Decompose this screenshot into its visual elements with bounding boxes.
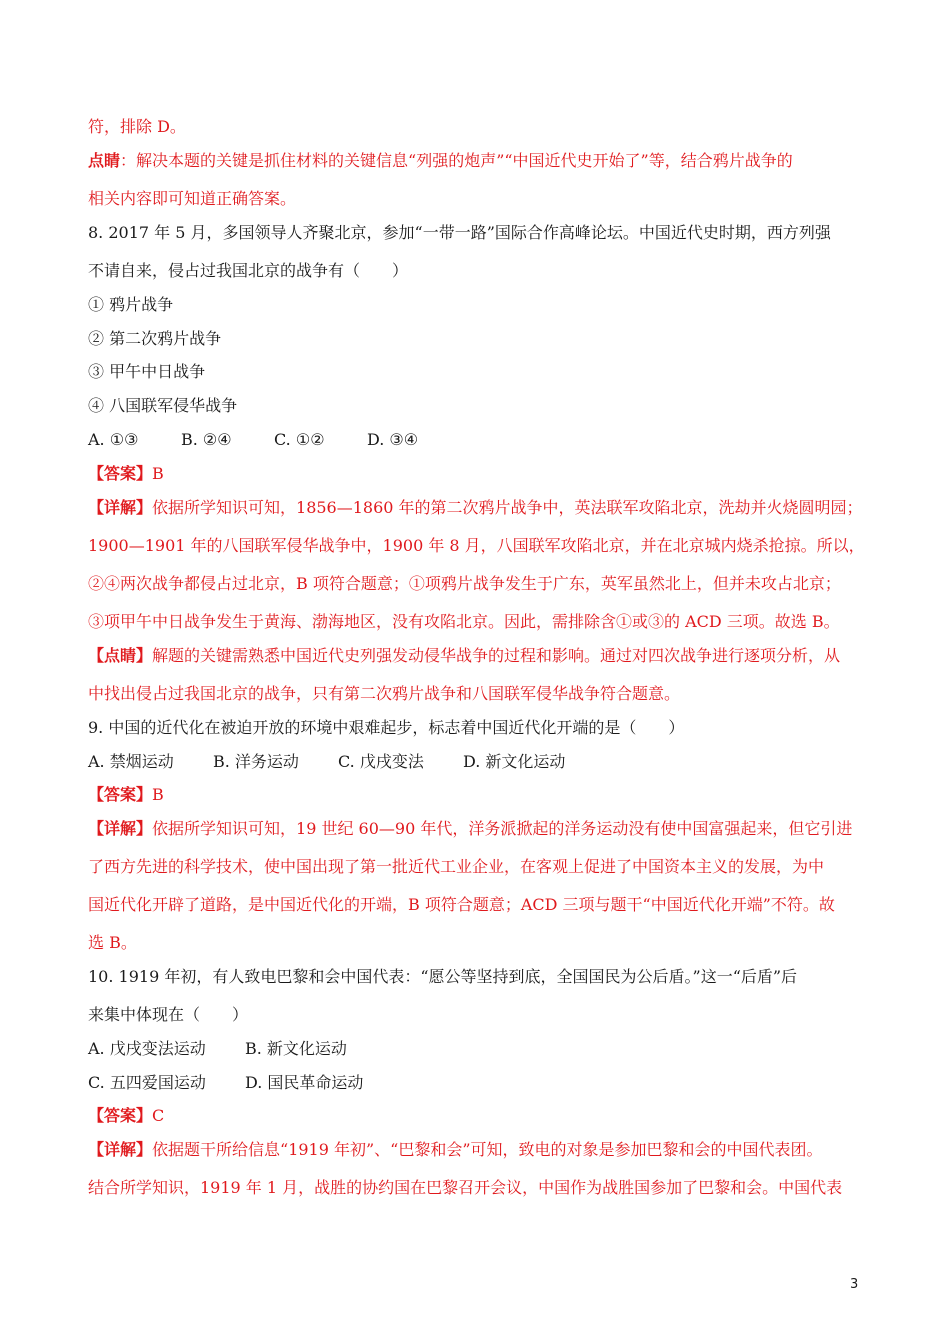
question-8-stem: 8. 2017 年 5 月，多国领导人齐聚北京，参加“一带一路”国际合作高峰论坛。中国近代史时期，西方列强: [88, 223, 831, 242]
question-8-options: [88, 430, 418, 450]
question-8-item-1: ① 鸦片战争: [88, 295, 174, 314]
detail-label: 【详解】: [88, 498, 153, 517]
answer-label: 【答案】: [88, 1106, 153, 1125]
question-9-detail-4: 选 B。: [88, 933, 137, 952]
prev-hint-line-2: 相关内容即可知道正确答案。: [88, 189, 297, 208]
question-10-detail-2: 结合所学知识，1919 年 1 月，战胜的协约国在巴黎召开会议，中国作为战胜国参加了巴黎和会。中国代表: [88, 1178, 843, 1197]
option-c: C. 五四爱国运动: [88, 1073, 206, 1092]
option-a: A. 戊戌变法运动: [88, 1039, 206, 1058]
question-10-options-row-2: [88, 1073, 363, 1093]
question-8-item-3: ③ 甲午中日战争: [88, 362, 206, 381]
option-a: A. ①③: [88, 430, 139, 449]
question-9-detail-3: 国近代化开辟了道路，是中国近代化的开端，B 项符合题意；ACD 三项与题干“中国近代化开端”不符。故: [88, 895, 835, 914]
answer-value: B: [152, 464, 164, 483]
option-b: B. 新文化运动: [245, 1039, 347, 1058]
question-8-item-4: ④ 八国联军侵华战争: [88, 396, 238, 415]
prev-explanation-end: 符，排除 D。: [88, 117, 186, 136]
question-8-item-2: ② 第二次鸦片战争: [88, 329, 222, 348]
answer-value: B: [152, 785, 164, 804]
question-10-detail: 【详解】依据题干所给信息“1919 年初”、“巴黎和会”可知，致电的对象是参加巴黎和会的中国代表团。: [88, 1140, 823, 1159]
question-8-hint: 【点睛】解题的关键需熟悉中国近代史列强发动侵华战争的过程和影响。通过对四次战争进行逐项分析，从: [88, 646, 841, 665]
hint-label: 点睛: [88, 151, 121, 170]
question-10-stem: 10. 1919 年初，有人致电巴黎和会中国代表：“愿公等坚持到底，全国国民为公后盾。”这一“后盾”后: [88, 967, 798, 986]
question-10-answer: [88, 1106, 164, 1126]
option-b: B. ②④: [181, 430, 232, 449]
answer-label: 【答案】: [88, 785, 153, 804]
option-c: C. ①②: [274, 430, 325, 449]
option-c: C. 戊戌变法: [338, 752, 424, 771]
question-10-options-row-1: [88, 1039, 347, 1059]
hint-label: 【点睛】: [88, 646, 153, 665]
option-d: D. 新文化运动: [463, 752, 566, 771]
question-9-stem: 9. 中国的近代化在被迫开放的环境中艰难起步，标志着中国近代化开端的是（ ）: [88, 718, 685, 737]
option-b: B. 洋务运动: [213, 752, 299, 771]
question-9-answer: [88, 785, 164, 805]
question-8-detail-4: ③项甲午中日战争发生于黄海、渤海地区，没有攻陷北京。因此，需排除含①或③的 ACD 三项。故选 B。: [88, 612, 840, 631]
question-8-answer: [88, 464, 164, 484]
question-10-stem-2: 来集中体现在（ ）: [88, 1005, 249, 1024]
question-8-detail: 【详解】依据所学知识可知，1856—1860 年的第二次鸦片战争中，英法联军攻陷北京，洗劫并火烧圆明园；: [88, 498, 863, 517]
detail-label: 【详解】: [88, 1140, 153, 1159]
option-a: A. 禁烟运动: [88, 752, 174, 771]
detail-label: 【详解】: [88, 819, 153, 838]
question-9-detail-2: 了西方先进的科学技术，使中国出现了第一批近代工业企业，在客观上促进了中国资本主义的发展，为中: [88, 857, 825, 876]
question-8-stem-2: 不请自来，侵占过我国北京的战争有（ ）: [88, 261, 409, 280]
answer-label: 【答案】: [88, 464, 153, 483]
option-d: D. 国民革命运动: [245, 1073, 364, 1092]
question-8-hint-2: 中找出侵占过我国北京的战争，只有第二次鸦片战争和八国联军侵华战争符合题意。: [88, 684, 681, 703]
question-8-detail-3: ②④两次战争都侵占过北京，B 项符合题意；①项鸦片战争发生于广东，英军虽然北上，但并未攻占北京；: [88, 574, 841, 593]
option-d: D. ③④: [367, 430, 419, 449]
prev-hint-line: 点睛：解决本题的关键是抓住材料的关键信息“列强的炮声”“中国近代史开始了”等，结合鸦片战争的: [88, 151, 793, 170]
question-9-options: [88, 752, 565, 772]
question-8-detail-2: 1900—1901 年的八国联军侵华战争中，1900 年 8 月，八国联军攻陷北京，并在北京城内烧杀抢掠。所以，: [88, 536, 865, 555]
answer-value: C: [152, 1106, 165, 1125]
question-9-detail: 【详解】依据所学知识可知，19 世纪 60—90 年代，洋务派掀起的洋务运动没有使中国富强起来，但它引进: [88, 819, 853, 838]
page-number: 3: [850, 1277, 859, 1292]
